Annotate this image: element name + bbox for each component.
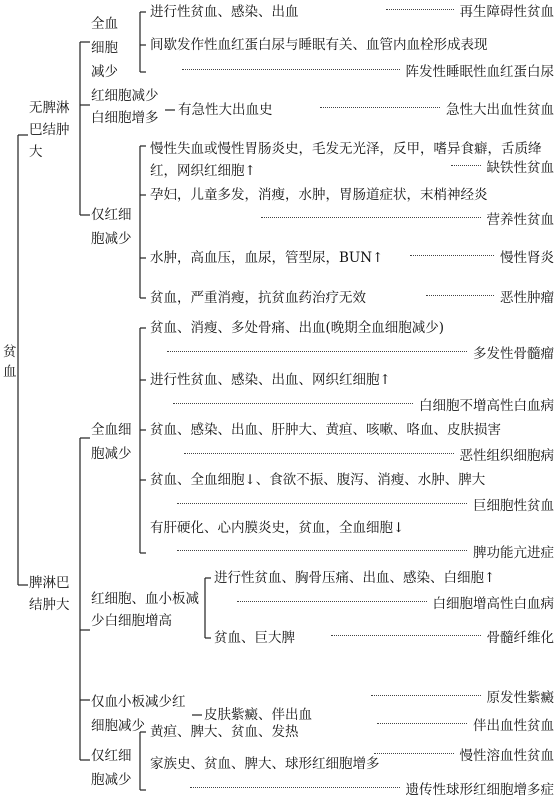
finding-text: 贫血、感染、出血、肝肿大、黄疸、咳嗽、咯血、皮肤损害 bbox=[150, 422, 501, 438]
diagnosis-label: 急性大出血性贫血 bbox=[446, 102, 554, 118]
diagnosis-label: 遗传性球形红细胞增多症 bbox=[405, 782, 554, 798]
group-label-spleen-lymph: 脾淋巴结肿大 bbox=[29, 575, 70, 613]
finding-text: 进行性贫血、胸骨压痛、出血、感染、白细胞↑ bbox=[214, 570, 496, 586]
finding-text: 黄疸、脾大、贫血、发热 bbox=[150, 724, 299, 740]
diagnosis-row bbox=[214, 596, 554, 612]
diagnosis-label: 慢性肾炎 bbox=[500, 250, 554, 266]
diagnosis-label: 伴出血性贫血 bbox=[473, 718, 554, 734]
diagnosis-label: 缺铁性贫血 bbox=[486, 160, 554, 176]
finding-text: 贫血，严重消瘦，抗贫血药治疗无效 bbox=[150, 290, 366, 306]
finding-text: 间歇发作性血红蛋白尿与睡眠有关、血管内血栓形成表现 bbox=[150, 37, 488, 53]
diagnosis-row bbox=[290, 102, 554, 118]
finding-text: 有肝硬化、心内膜炎史，贫血，全血细胞↓ bbox=[150, 520, 405, 536]
finding-text: 家族史、贫血、脾大、球形红细胞增多 bbox=[150, 756, 380, 772]
diagnosis-label: 慢性溶血性贫血 bbox=[459, 748, 554, 764]
finding-text: 贫血、消瘦、多处骨痛、出血(晚期全血细胞减少) bbox=[150, 320, 445, 336]
finding-text: 贫血、巨大脾 bbox=[214, 630, 295, 646]
diagnosis-row bbox=[400, 290, 554, 306]
finding-text: 进行性贫血、感染、出血、网织红细胞↑ bbox=[150, 372, 391, 388]
diagnosis-label: 恶性肿瘤 bbox=[500, 290, 554, 306]
diagnosis-row bbox=[190, 212, 554, 228]
diagnosis-label: 多发性骨髓瘤 bbox=[473, 346, 554, 362]
diagnosis-row bbox=[150, 545, 554, 561]
diagnosis-row bbox=[300, 4, 554, 20]
diagnosis-label: 再生障碍性贫血 bbox=[459, 4, 554, 20]
subgroup-label-g2-plt-rbc-low: 仅血小板减少红细胞减少 bbox=[91, 694, 186, 734]
diagnosis-row bbox=[150, 448, 554, 464]
diagnosis-row bbox=[380, 160, 554, 176]
finding-text: 慢性失血或慢性胃肠炎史，毛发无光泽，反甲，嗜异食癖，舌质绛红，网织红细胞↑ bbox=[150, 141, 542, 179]
finding-text: 皮肤紫癜、伴出血 bbox=[204, 707, 312, 723]
finding-text: 水肿，高血压，血尿，管型尿，BUN↑ bbox=[150, 250, 384, 266]
root-label: 贫血 bbox=[3, 344, 17, 380]
subgroup-label-g2-rbc-only: 仅红细胞减少 bbox=[91, 748, 132, 788]
subgroup-label-g2-rbc-plt-low-wbc-high: 红细胞、血小板减少白细胞增高 bbox=[91, 591, 199, 629]
subgroup-label-g2-pancytopenia: 全血细胞减少 bbox=[91, 422, 132, 462]
diagnosis-label: 脾功能亢进症 bbox=[473, 545, 554, 561]
diagnosis-label: 白细胞不增高性白血病 bbox=[419, 398, 554, 414]
diagnosis-row bbox=[330, 718, 554, 734]
diagnosis-row bbox=[350, 690, 554, 706]
subgroup-label-g1-rbc-only: 仅红细胞减少 bbox=[91, 207, 132, 247]
diagnosis-row bbox=[150, 498, 554, 514]
finding-text: 有急性大出血史 bbox=[178, 102, 273, 118]
finding-text: 孕妇，儿童多发，消瘦，水肿，胃肠道症状，末梢神经炎 bbox=[150, 187, 488, 203]
diagnosis-row bbox=[310, 630, 554, 646]
subgroup-label-g1-pancytopenia: 全血细胞减少 bbox=[91, 16, 118, 80]
diagnosis-label: 阵发性睡眠性血红蛋白尿 bbox=[405, 64, 554, 80]
diagnosis-label: 白细胞增高性白血病 bbox=[432, 596, 554, 612]
diagnosis-row bbox=[150, 782, 554, 798]
finding-text: 进行性贫血、感染、出血 bbox=[150, 4, 299, 20]
diagnosis-label: 营养性贫血 bbox=[486, 212, 554, 228]
diagnosis-row bbox=[150, 346, 554, 362]
subgroup-label-g1-rbc-low-wbc-high: 红细胞减少白细胞增多 bbox=[91, 88, 159, 126]
finding-text: 贫血、全血细胞↓、食欲不振、腹泻、消瘦、水肿、脾大 bbox=[150, 472, 486, 488]
group-label-no-spleen-lymph: 无脾淋巴结肿大 bbox=[29, 100, 70, 160]
diagnosis-label: 骨髓纤维化 bbox=[486, 630, 554, 646]
diagnosis-row bbox=[150, 64, 554, 80]
diagnosis-row bbox=[150, 398, 554, 414]
diagnosis-row bbox=[380, 250, 554, 266]
diagnosis-label: 恶性组织细胞病 bbox=[459, 448, 554, 464]
diagnosis-label: 巨细胞性贫血 bbox=[473, 498, 554, 514]
diagnosis-label: 原发性紫癜 bbox=[486, 690, 554, 706]
